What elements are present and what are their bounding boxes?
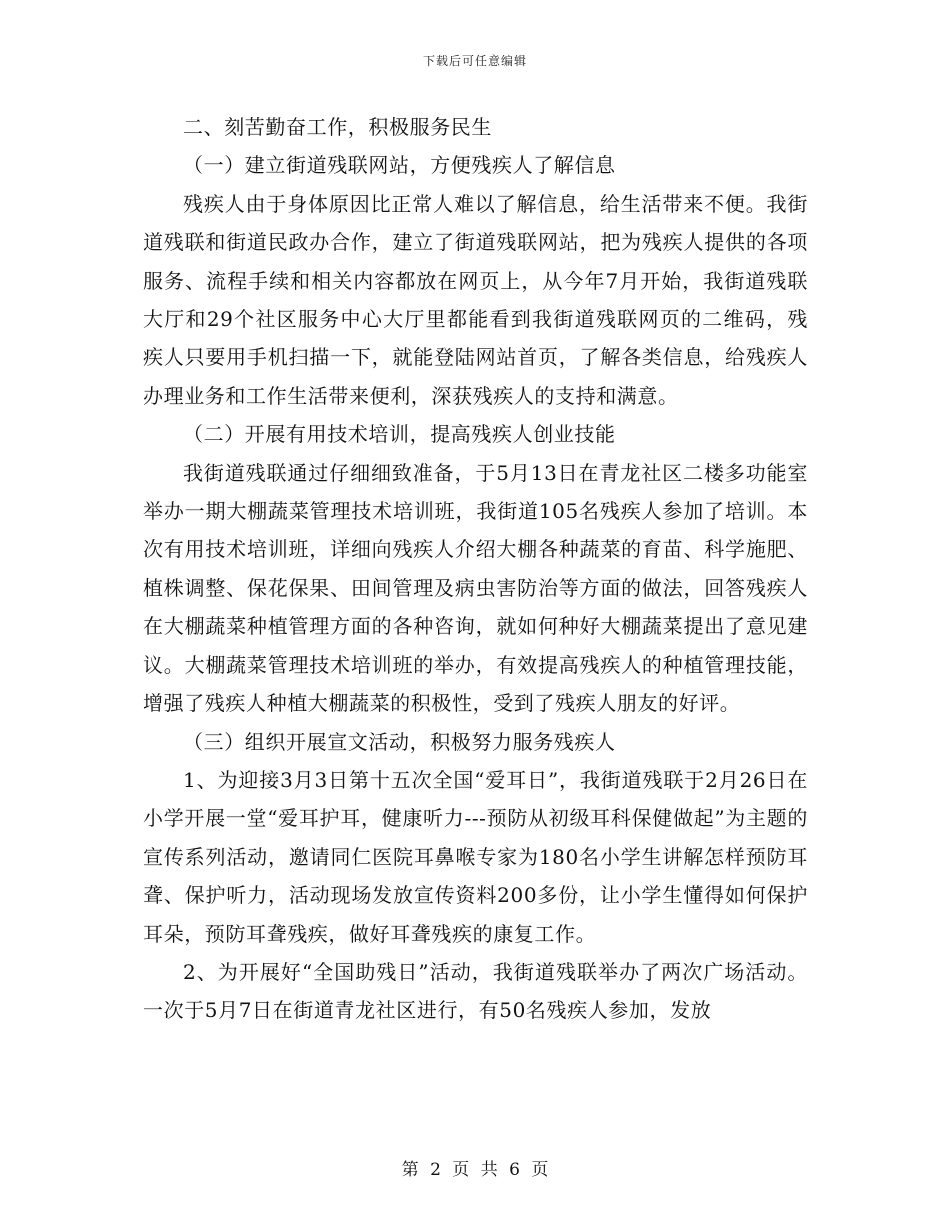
subsection-heading: （一）建立街道残联网站，方便残疾人了解信息 — [183, 153, 616, 178]
document-body — [143, 108, 808, 1030]
body-paragraph: 我街道残联通过仔细细致准备，于5月13日在青龙社区二楼多功能室举办一期大棚蔬菜管理技术培训班，我街道105名残疾人参加了培训。本次有用技术培训班，详细向残疾人介绍大棚各种蔬菜的育苗、科学施肥、植株调整、保花保果、田间管理及病虫害防治等方面的做法，回答残疾人在大棚蔬菜种植管理方面的各种咨询，就如何种好大棚蔬菜提出了意见建议。大棚蔬菜管理技术培训班的举办，有效提高残疾人的种植管理技能，增强了残疾人种植大棚蔬菜的积极性，受到了残疾人朋友的好评。 — [143, 460, 808, 716]
subsection-heading: （二）开展有用技术培训，提高残疾人创业技能 — [183, 422, 616, 447]
body-paragraph: 2、为开展好“全国助残日”活动，我街道残联举办了两次广场活动。一次于5月7日在街道青龙社区进行，有50名残疾人参加，发放 — [143, 959, 808, 1023]
section-heading: 二、刻苦勤奋工作，积极服务民生 — [183, 115, 492, 139]
subsection-heading: （三）组织开展宣文活动，积极努力服务残疾人 — [183, 729, 616, 754]
body-paragraph: 残疾人由于身体原因比正常人难以了解信息，给生活带来不便。我街道残联和街道民政办合作，建立了街道残联网站，把为残疾人提供的各项服务、流程手续和相关内容都放在网页上，从今年7月开始，我街道残联大厅和29个社区服务中心大厅里都能看到我街道残联网页的二维码，残疾人只要用手机扫描一下，就能登陆网站首页，了解各类信息，给残疾人办理业务和工作生活带来便利，深获残疾人的支持和满意。 — [143, 191, 808, 408]
body-paragraph: 1、为迎接3月3日第十五次全国“爱耳日”，我街道残联于2月26日在小学开展一堂“爱耳护耳，健康听力---预防从初级耳科保健做起”为主题的宣传系列活动，邀请同仁医院耳鼻喉专家为180名小学生讲解怎样预防耳聋、保护听力，活动现场发放宣传资料200多份，让小学生懂得如何保护耳朵，预防耳聋残疾，做好耳聋残疾的康复工作。 — [143, 767, 808, 946]
page-number: 第 2 页 共 6 页 — [401, 1160, 549, 1180]
page-header: 下载后可任意编辑 — [422, 54, 527, 68]
